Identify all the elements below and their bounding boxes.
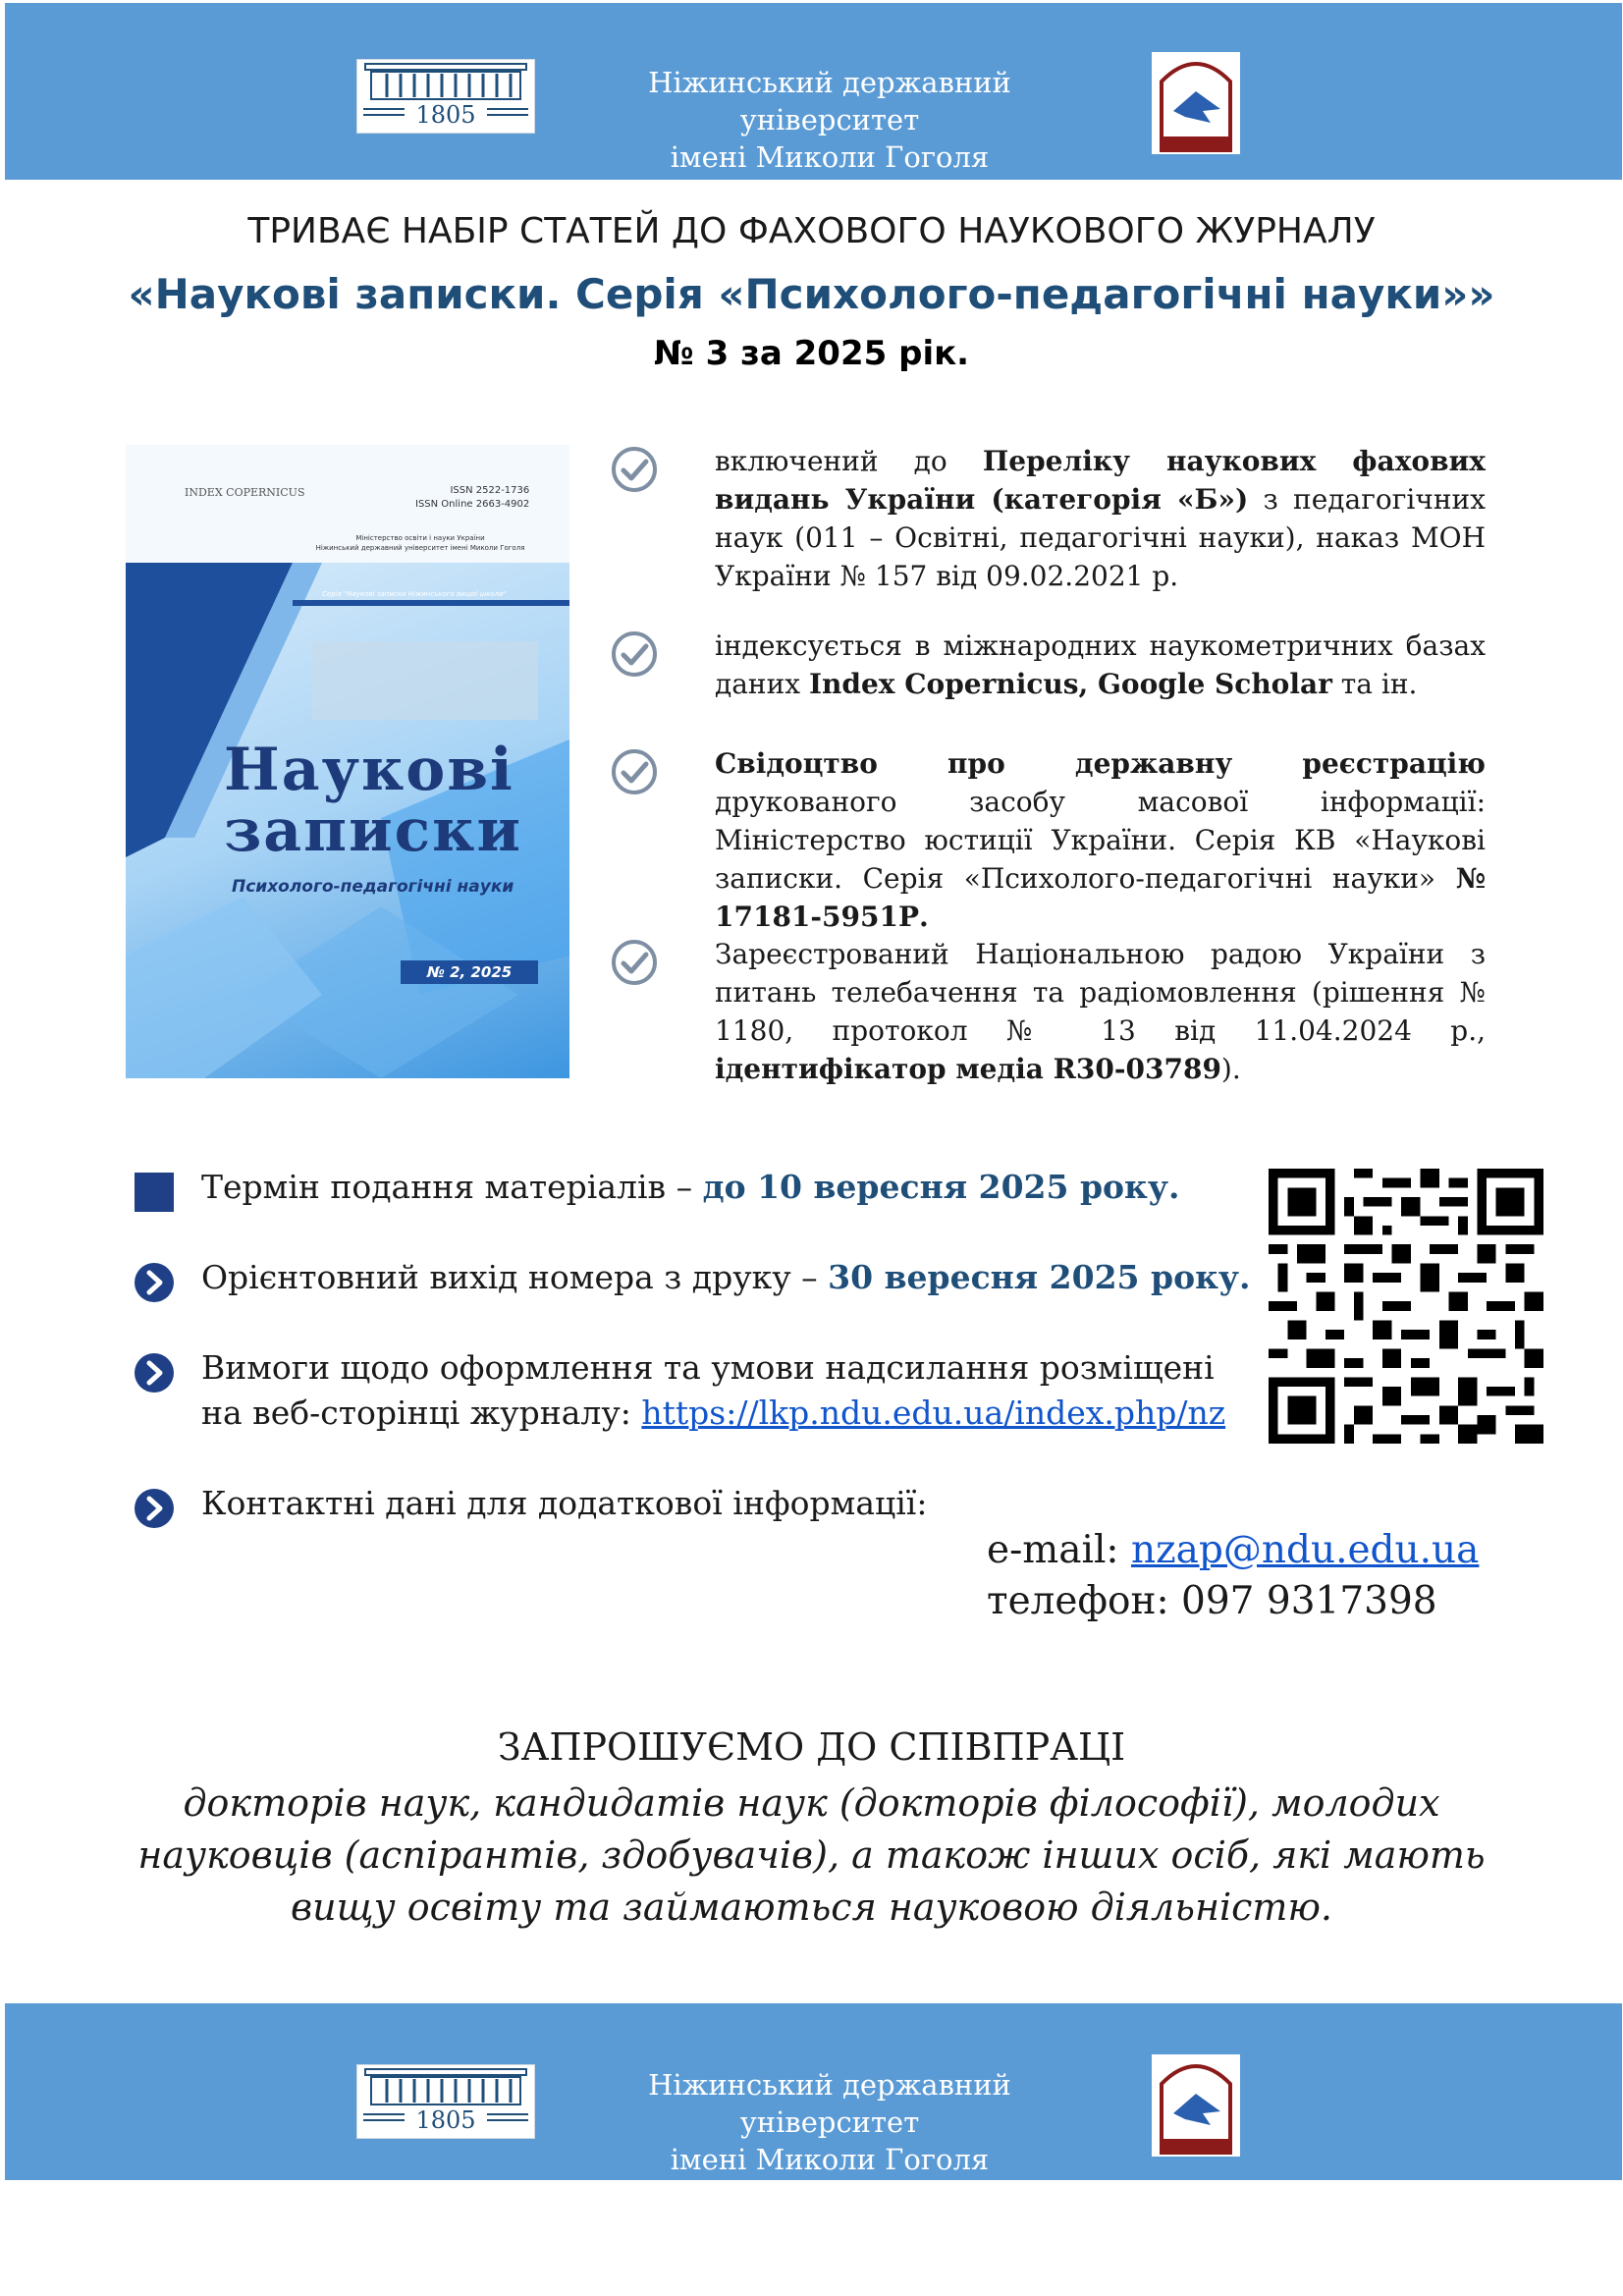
university-name-line2: імені Миколи Гоголя	[670, 2143, 990, 2176]
invite-line1: докторів наук, кандидатів наук (докторів філософії), молодих	[183, 1781, 1440, 1825]
square-bullet-icon	[133, 1171, 176, 1214]
invite-title: ЗАПРОШУЄМО ДО СПІВПРАЦІ	[497, 1725, 1126, 1769]
university-name	[555, 2066, 1105, 2178]
chevron-circle-icon	[133, 1487, 176, 1530]
university-name-line1: Ніжинський державний університет	[648, 66, 1011, 137]
feature-text: Свідоцтво про державну реєстрацію друкованого засобу масової інформації: Міністерство юстиції України. Серія КВ «Наукові записки. Серія «Психолого-педагогічні науки» № 17181-5951Р.	[715, 747, 1486, 933]
invite-line3: вищу освіту та займаються науковою діяльністю.	[291, 1886, 1332, 1929]
deadline-value: до 10 вересня 2025 року.	[702, 1168, 1180, 1206]
university-name-line1: Ніжинський державний університет	[648, 2068, 1011, 2139]
university-logo	[356, 2064, 535, 2139]
cover-title	[224, 736, 558, 865]
headline-call: ТРИВАЄ НАБІР СТАТЕЙ ДО ФАХОВОГО НАУКОВОГО ЖУРНАЛУ	[247, 211, 1376, 251]
chevron-circle-icon	[133, 1261, 176, 1304]
release-label: Орієнтовний вихід номера з друку –	[201, 1258, 829, 1296]
contact-email	[987, 1526, 1479, 1575]
header-band	[5, 3, 1622, 180]
cover-index-copernicus: INDEX COPERNICUS	[185, 486, 305, 499]
publisher-logo	[1152, 52, 1240, 154]
cover-ministry-name: Міністерство освіти і науки України	[355, 534, 485, 542]
cover-issn-online: ISSN Online 2663-4902	[415, 499, 530, 510]
release-value: 30 вересня 2025 року.	[828, 1258, 1251, 1296]
feature-text: Зареєстрований Національною радою України з питань телебачення та радіомовлення (рішення № 1180, протокол № 13 від 11.04.2024 р., ідентифікатор медіа R30-03789).	[715, 938, 1486, 1085]
check-circle-icon	[609, 746, 660, 797]
journal-url-link[interactable]: https://lkp.ndu.edu.ua/index.php/nz	[641, 1394, 1226, 1432]
cover-issue: № 2, 2025	[401, 960, 538, 984]
chevron-circle-icon	[133, 1351, 176, 1394]
footer-band	[5, 2003, 1622, 2180]
university-name	[555, 64, 1105, 176]
phone-number: 097 9317398	[1181, 1579, 1437, 1623]
invite-text	[98, 1777, 1525, 1934]
journal-title: «Наукові записки. Серія «Психолого-педагогічні науки»»	[128, 270, 1495, 318]
phone-label: телефон:	[987, 1579, 1182, 1623]
university-name-line2: імені Миколи Гоголя	[670, 140, 990, 174]
check-circle-icon	[609, 937, 660, 988]
email-label: e-mail:	[987, 1528, 1131, 1572]
cover-title-line2: записки	[224, 796, 522, 865]
check-circle-icon	[609, 629, 660, 680]
cover-subtitle: Психолого-педагогічні науки	[232, 877, 514, 897]
check-circle-icon	[609, 444, 660, 495]
contacts-label: Контактні дані для додаткової інформації:	[201, 1484, 928, 1522]
cover-title-line1: Наукові	[224, 736, 514, 804]
deadline-label: Термін подання матеріалів –	[201, 1168, 703, 1206]
cover-series: Серія "Наукові записки Ніжинського вищої школи"	[322, 590, 507, 598]
cover-university-name: Ніжинський державний університет імені Миколи Гоголя	[315, 544, 525, 552]
qr-code-icon[interactable]	[1269, 1169, 1543, 1444]
contact-phone	[987, 1577, 1437, 1626]
journal-cover	[126, 445, 569, 1078]
email-link[interactable]: nzap@ndu.edu.ua	[1130, 1528, 1480, 1572]
feature-text: індексується в міжнародних наукометричних базах даних Index Copernicus, Google Scholar та ін.	[715, 629, 1486, 700]
university-logo	[356, 59, 535, 134]
feature-text: включений до Переліку наукових фахових видань України (категорія «Б») з педагогічних наук (011 – Освітні, педагогічні науки), наказ МОН України № 157 від 09.02.2021 р.	[715, 445, 1486, 592]
issue-number: № 3 за 2025 рік.	[653, 334, 970, 373]
cover-issn-print: ISSN 2522-1736	[450, 485, 530, 496]
publisher-logo	[1152, 2054, 1240, 2157]
logo-year: 1805	[415, 101, 476, 129]
cover-ministry	[302, 533, 538, 553]
requirements-line2: на веб-сторінці журналу:	[201, 1394, 642, 1432]
cover-issn	[415, 484, 529, 512]
invite-line2: науковців (аспірантів, здобувачів), а також інших осіб, які мають	[137, 1833, 1486, 1877]
requirements-line1: Вимоги щодо оформлення та умови надсилання розміщені	[201, 1348, 1215, 1387]
logo-year: 1805	[415, 2106, 476, 2134]
